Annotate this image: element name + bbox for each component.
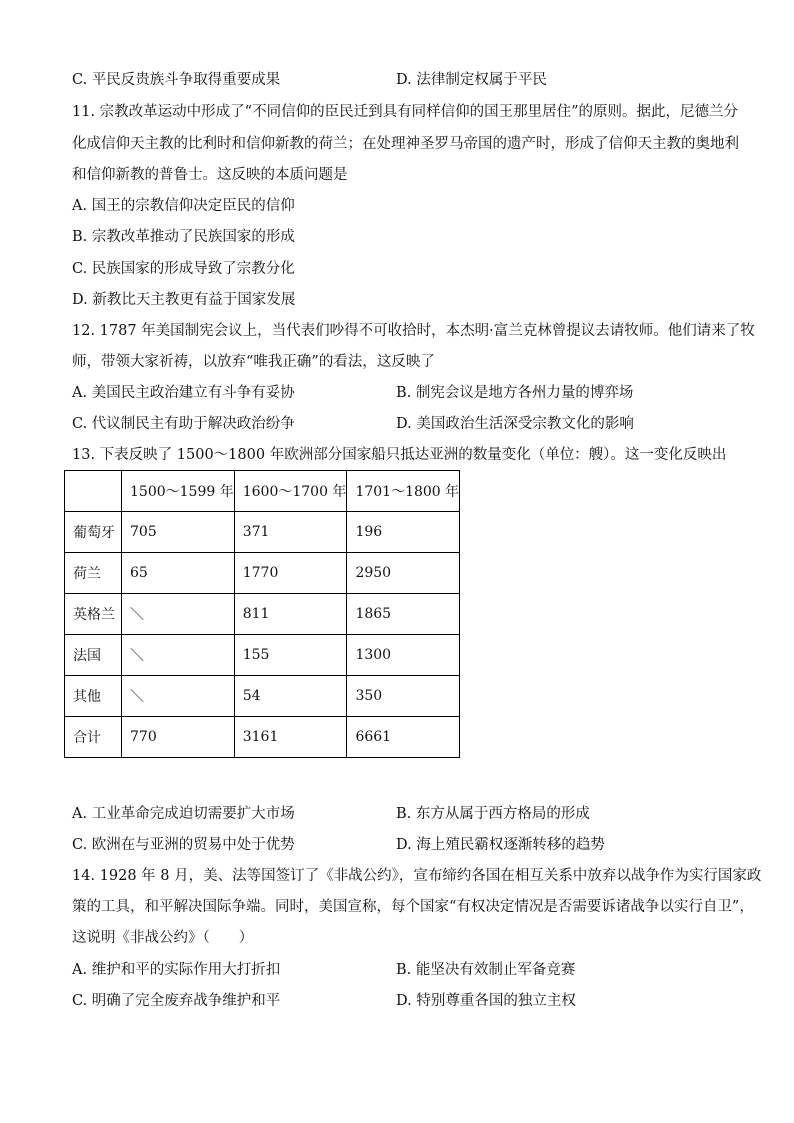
table-cell: ＼ [122,594,235,635]
table-cell: 196 [347,512,460,553]
table-cell: 葡萄牙 [65,512,122,553]
q12-option-d: D. 美国政治生活深受宗教文化的影响 [396,416,634,432]
table-cell: 705 [122,512,235,553]
table-cell: 1770 [234,553,347,594]
q12-option-c: C. 代议制民主有助于解决政治纷争 [72,416,295,432]
table-cell: 770 [122,717,235,758]
table-cell: 英格兰 [65,594,122,635]
table-cell: 3161 [234,717,347,758]
q13-option-c: C. 欧洲在与亚洲的贸易中处于优势 [72,837,295,853]
table-row [65,635,460,676]
q14-option-d: D. 特别尊重各国的独立主权 [396,993,576,1009]
table-cell: 2950 [347,553,460,594]
q11-stem-line-3: 和信仰新教的普鲁士。这反映的本质问题是 [72,167,348,183]
table-header-row [65,471,460,512]
q13-option-a: A. 工业革命完成迫切需要扩大市场 [72,806,295,822]
q14-stem-line-3: 这说明《非战公约》（ ） [72,930,254,946]
q14-option-b: B. 能坚决有效制止军备竞赛 [396,962,576,978]
q11-option-a: A. 国王的宗教信仰决定臣民的信仰 [72,198,295,214]
table-cell: 法国 [65,635,122,676]
table-cell: 6661 [347,717,460,758]
table-row [65,512,460,553]
q13-stem: 13. 下表反映了 1500～1800 年欧洲部分国家船只抵达亚洲的数量变化（单位：艘）。这一变化反映出 [72,447,727,463]
ships-table [64,470,460,758]
table-row [65,553,460,594]
table-cell: 1300 [347,635,460,676]
q14-stem-line-1: 14. 1928 年 8 月，美、法等国签订了《非战公约》，宣布缔约各国在相互关系中放弃以战争作为实行国家政 [72,868,762,884]
q12-option-a: A. 美国民主政治建立有斗争有妥协 [72,385,295,401]
table-header-cell [65,471,122,512]
table-cell: 合计 [65,717,122,758]
table-header-cell: 1600～1700 年 [234,471,347,512]
table-row [65,676,460,717]
q13-option-b: B. 东方从属于西方格局的形成 [396,806,590,822]
q14-stem-line-2: 策的工具，和平解决国际争端。同时，美国宣称，每个国家“有权决定情况是否需要诉诸战争以实行自卫”， [72,899,754,915]
table-cell: 371 [234,512,347,553]
q13-option-d: D. 海上殖民霸权逐渐转移的趋势 [396,837,605,853]
q11-option-b: B. 宗教改革推动了民族国家的形成 [72,229,295,245]
table-cell: 811 [234,594,347,635]
table-header-cell: 1500～1599 年 [122,471,235,512]
table-cell: 其他 [65,676,122,717]
q11-option-d: D. 新教比天主教更有益于国家发展 [72,292,296,308]
table-cell: 155 [234,635,347,676]
q10-option-d: D. 法律制定权属于平民 [396,72,547,88]
q12-stem-line-1: 12. 1787 年美国制宪会议上，当代表们吵得不可收拾时，本杰明·富兰克林曾提议去请牧师。他们请来了牧 [72,323,755,339]
table-cell: 荷兰 [65,553,122,594]
q11-stem-line-2: 化成信仰天主教的比利时和信仰新教的荷兰；在处理神圣罗马帝国的遗产时，形成了信仰天主教的奥地利 [72,136,739,152]
table-cell: ＼ [122,676,235,717]
table-cell: 54 [234,676,347,717]
table-cell: ＼ [122,635,235,676]
table-cell: 350 [347,676,460,717]
q11-stem-line-1: 11. 宗教改革运动中形成了“不同信仰的臣民迁到具有同样信仰的国王那里居住”的原则。据此，尼德兰分 [72,104,738,120]
q12-option-b: B. 制宪会议是地方各州力量的博弈场 [396,385,634,401]
table-header-cell: 1701～1800 年 [347,471,460,512]
table-cell: 1865 [347,594,460,635]
q11-option-c: C. 民族国家的形成导致了宗教分化 [72,261,295,277]
q10-option-c: C. 平民反贵族斗争取得重要成果 [72,72,281,88]
table-row [65,594,460,635]
q14-option-a: A. 维护和平的实际作用大打折扣 [72,962,281,978]
q14-option-c: C. 明确了完全废弃战争维护和平 [72,993,281,1009]
q12-stem-line-2: 师，带领大家祈祷，以放弃“唯我正确”的看法，这反映了 [72,354,435,370]
table-row [65,717,460,758]
table-cell: 65 [122,553,235,594]
